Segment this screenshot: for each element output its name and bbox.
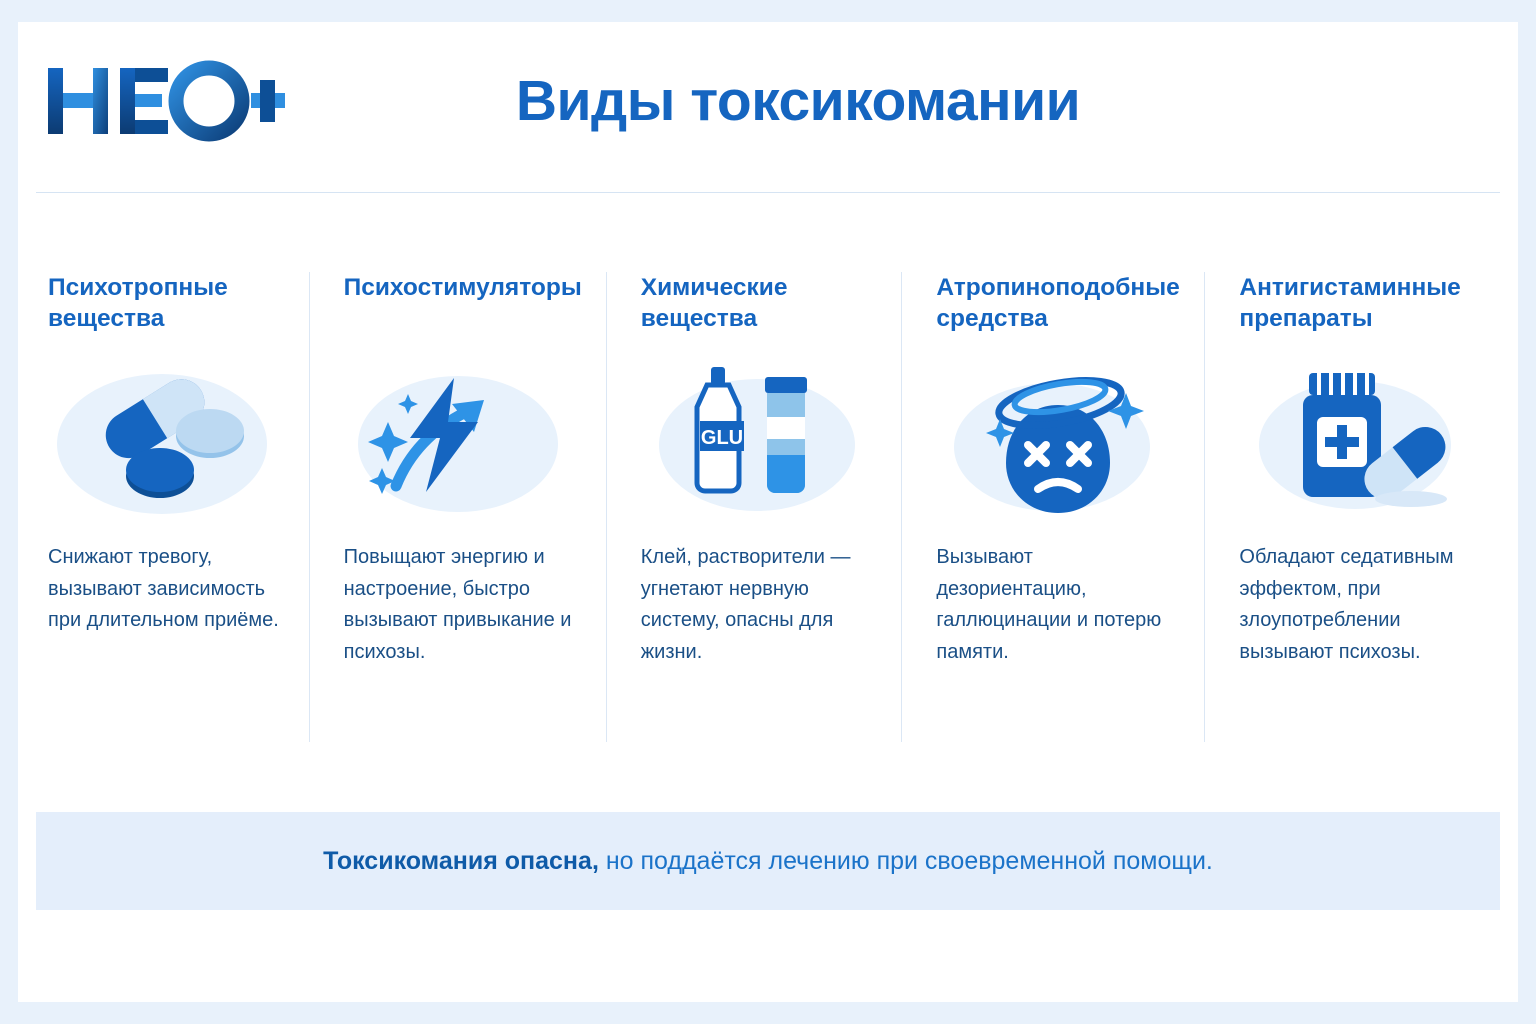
category-title: Антигистаминные препараты	[1239, 274, 1461, 333]
category-chemical	[606, 272, 902, 742]
lightning-bolt-arrow-icon	[344, 360, 582, 528]
category-antihistamine	[1204, 272, 1500, 742]
left-decorative-band	[0, 0, 18, 1024]
svg-text:GLU: GLU	[700, 427, 743, 449]
footer-banner	[36, 812, 1500, 910]
category-atropine-like	[901, 272, 1204, 742]
medicine-bottle-capsule-icon	[1239, 360, 1476, 528]
capsule-and-pills-icon	[48, 360, 285, 528]
category-psychotropic	[36, 272, 309, 742]
category-description: Клей, растворители — угнетают нервную систему, опасны для жизни.	[640, 546, 851, 663]
footer-message-rest: но поддаётся лечению при своевременной помощи.	[598, 846, 1213, 875]
poster-header	[36, 46, 1500, 156]
footer-message-strong: Токсикомания опасна,	[323, 846, 599, 875]
category-psychostimulants	[309, 272, 606, 742]
category-description: Вызывают дезориентацию, галлюцинации и потерю памяти.	[936, 546, 1162, 663]
categories-row	[36, 272, 1500, 742]
category-description: Снижают тревогу, вызывают зависимость при длительном приёме.	[48, 546, 279, 632]
bottom-decorative-band	[0, 1002, 1536, 1024]
right-decorative-band	[1518, 0, 1536, 1024]
glue-and-solvent-bottles-icon	[641, 360, 878, 528]
category-title: Психостимуляторы	[343, 274, 582, 301]
category-title: Психотропные вещества	[48, 274, 228, 333]
dizzy-head-icon	[936, 360, 1180, 528]
top-decorative-band	[0, 0, 1536, 22]
category-title: Атропиноподобные средства	[936, 274, 1180, 333]
header-divider	[36, 192, 1500, 193]
category-description: Повыщают энергию и настроение, быстро вызывают привыкание и психозы.	[343, 546, 572, 663]
category-description: Обладают седативным эффектом, при злоупотреблении вызывают психозы.	[1239, 546, 1454, 663]
neo-plus-logo	[46, 61, 286, 141]
page-title: Виды токсикомании	[515, 69, 1081, 133]
category-title: Химические вещества	[640, 274, 788, 333]
footer-message	[323, 847, 1213, 876]
